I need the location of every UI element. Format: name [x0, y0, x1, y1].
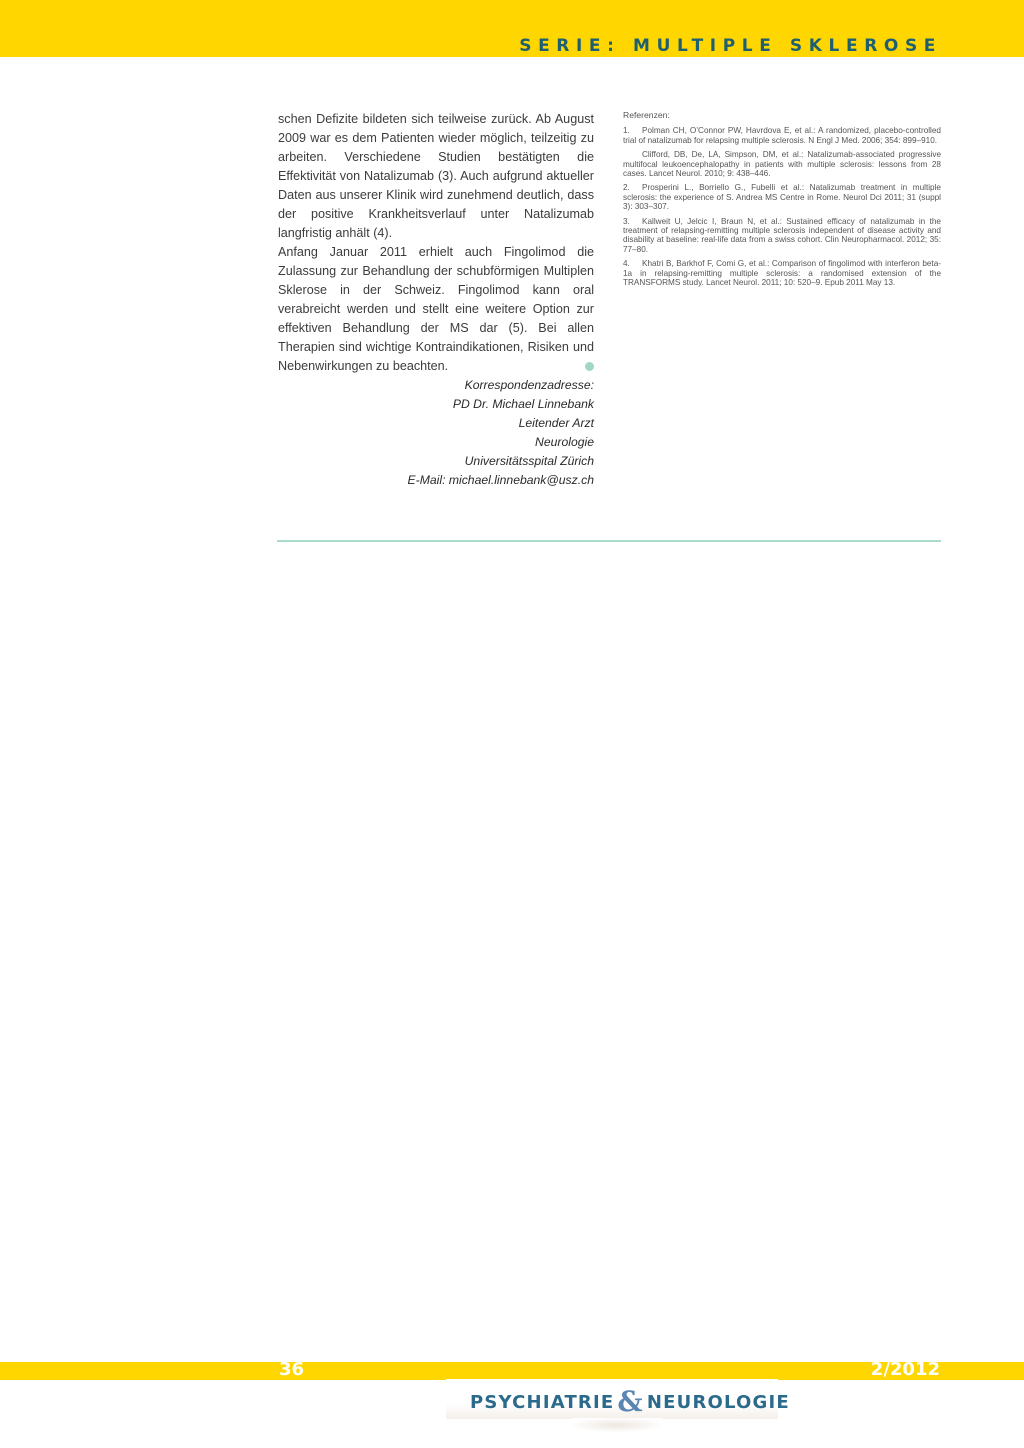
contact-department: Neurologie [535, 435, 594, 449]
journal-logo [470, 1382, 790, 1418]
contact-label: Korrespondenzadresse: [464, 378, 594, 392]
reference-item [623, 259, 941, 287]
references [623, 111, 941, 293]
reference-number: 2. [623, 183, 630, 193]
reference-item [623, 150, 941, 178]
reference-item [623, 217, 941, 255]
body-paragraph [278, 243, 594, 376]
reference-number: 3. [623, 216, 630, 226]
reference-text: Kallweit U, Jelcic I, Braun N, et al.: Sustained efficacy of natalizumab in the treatment of relapsing-remitting multiple sclerosis independent of disease activity and disability at baseline: real-life data from a swiss cohort. Clin Neuropharmacol. 2012; 35: 77–80. [623, 216, 941, 254]
reference-text: Khatri B, Barkhof F, Comi G, et al.: Comparison of fingolimod with interferon beta-1a in relapsing-remitting multiple sclerosis: a randomised extension of the TRANSFORMS study. Lancet Neurol. 2011; 10: 520–9. Epub 2011 May 13. [623, 259, 941, 288]
reference-text: Clifford, DB, De, LA, Simpson, DM, et al.: Natalizumab-associated progressive multifocal leukoencephalopathy in patients with multiple sclerosis: lessons from 28 cases. Lancet Neurol. 2010; 9: 438–446. [623, 150, 941, 179]
end-mark-icon [585, 362, 594, 371]
article-body [278, 110, 594, 376]
reference-number: 4. [623, 259, 630, 269]
reference-number: 1. [623, 126, 630, 136]
logo-shadow [572, 1418, 662, 1432]
reference-text: Prosperini L., Borriello G., Fubelli et al.: Natalizumab treatment in multiple sclerosis: the experience of S. Andrea MS Centre in Rome. Neurol Dci 2011; 31 (suppl 3): 303–307. [623, 183, 941, 212]
logo-word-neurologie: NEUROLOGIE [646, 1392, 790, 1413]
contact-name: PD Dr. Michael Linnebank [452, 397, 594, 411]
section-divider [277, 540, 941, 542]
contact-position: Leitender Arzt [518, 416, 594, 430]
logo-word-psychiatrie: PSYCHIATRIE [470, 1392, 615, 1413]
contact-institution: Universitätsspital Zürich [464, 454, 594, 468]
reference-text: Polman CH, O’Connor PW, Havrdova E, et al.: A randomized, placebo-controlled trial of natalizumab for relapsing multiple sclerosis. N Engl J Med. 2006; 354: 899–910. [623, 126, 941, 145]
logo-ampersand: & [617, 1385, 644, 1418]
correspondence-address [278, 376, 594, 490]
body-paragraph: schen Defizite bildeten sich teilweise zurück. Ab August 2009 war es dem Patienten wieder möglich, teilzeitig zu arbeiten. Verschiedene Studien bestätigten die Effektivität von Natalizumab (3). Auch aufgrund aktueller Daten aus unserer Klinik wird zunehmend deutlich, dass der positive Krankheitsverlauf unter Natalizumab langfristig anhält (4). [278, 112, 594, 240]
body-paragraph-text: Anfang Januar 2011 erhielt auch Fingolimod die Zulassung zur Behandlung der schubförmigen Multiplen Sklerose in der Schweiz. Fingolimod kann oral verabreicht werden und stellt eine weitere Option zur effektiven Behandlung der MS dar (5). Bei allen Therapien sind wichtige Kontraindikationen, Risiken und Nebenwirkungen zu beachten. [278, 245, 594, 373]
page-number: 36 [279, 1359, 305, 1380]
contact-email[interactable]: E-Mail: michael.linnebank@usz.ch [407, 473, 594, 487]
reference-item [623, 183, 941, 211]
references-heading: Referenzen: [623, 110, 670, 120]
issue-number: 2/2012 [870, 1359, 940, 1380]
reference-item [623, 126, 941, 145]
series-title: SERIE: MULTIPLE SKLEROSE [519, 36, 942, 56]
